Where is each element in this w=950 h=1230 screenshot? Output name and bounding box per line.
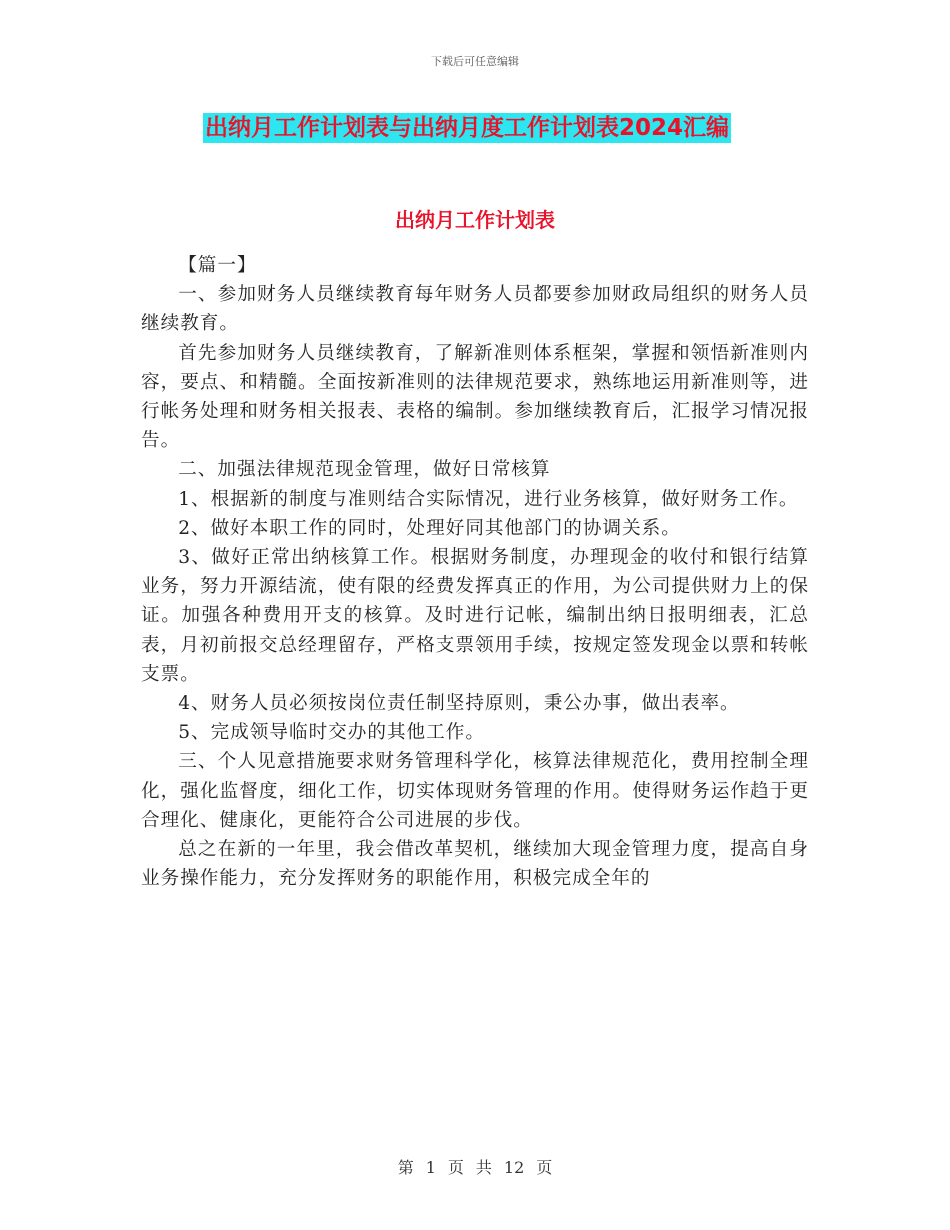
footer-page-suffix: 页 — [536, 1158, 553, 1177]
paragraph: 首先参加财务人员继续教育，了解新准则体系框架，掌握和领悟新准则内容，要点、和精髓。全面按新准则的法律规范要求，熟练地运用新准则等，进行帐务处理和财务相关报表、表格的编制。参加继续教育后，汇报学习情况报告。 — [141, 342, 809, 452]
paragraph: 5、完成领导临时交办的其他工作。 — [178, 722, 485, 744]
footer-page-prefix: 第 — [397, 1158, 414, 1177]
paragraph: 三、个人见意措施要求财务管理科学化，核算法律规范化，费用控制全理化，强化监督度，细化工作，切实体现财务管理的作用。使得财务运作趋于更合理化、健康化，更能符合公司进展的步伐。 — [141, 751, 809, 831]
paragraph: 二、加强法律规范现金管理，做好日常核算 — [178, 459, 551, 481]
paragraph: 1、根据新的制度与准则结合实际情况，进行业务核算，做好财务工作。 — [178, 488, 799, 510]
footer-page-mid: 页 — [447, 1158, 464, 1177]
page-footer — [0, 1155, 950, 1178]
footer-total-label: 共 — [475, 1158, 492, 1177]
footer-total-pages: 12 — [503, 1158, 525, 1177]
paragraph: 3、做好正常出纳核算工作。根据财务制度，办理现金的收付和银行结算业务，努力开源结流，使有限的经费发挥真正的作用，为公司提供财力上的保证。加强各种费用开支的核算。及时进行记帐，编制出纳日报明细表，汇总表，月初前报交总经理留存，严格支票领用手续，按规定签发现金以票和转帐支票。 — [141, 547, 809, 685]
paragraph: 总之在新的一年里，我会借改革契机，继续加大现金管理力度，提高自身业务操作能力，充分发挥财务的职能作用，积极完成全年的 — [141, 839, 809, 890]
section-title: 出纳月工作计划表 — [395, 208, 555, 232]
paragraph: 2、做好本职工作的同时，处理好同其他部门的协调关系。 — [178, 517, 681, 539]
paragraph-part-one-heading: 【篇一】 — [178, 255, 257, 276]
header-note: 下载后可任意编辑 — [431, 55, 519, 68]
document-body — [141, 251, 809, 893]
document-title: 出纳月工作计划表与出纳月度工作计划表2024汇编 — [205, 115, 730, 141]
paragraph: 一、参加财务人员继续教育每年财务人员都要参加财政局组织的财务人员继续教育。 — [141, 284, 809, 335]
footer-page-number: 1 — [425, 1158, 436, 1177]
paragraph: 4、财务人员必须按岗位责任制坚持原则，秉公办事，做出表率。 — [178, 693, 740, 715]
